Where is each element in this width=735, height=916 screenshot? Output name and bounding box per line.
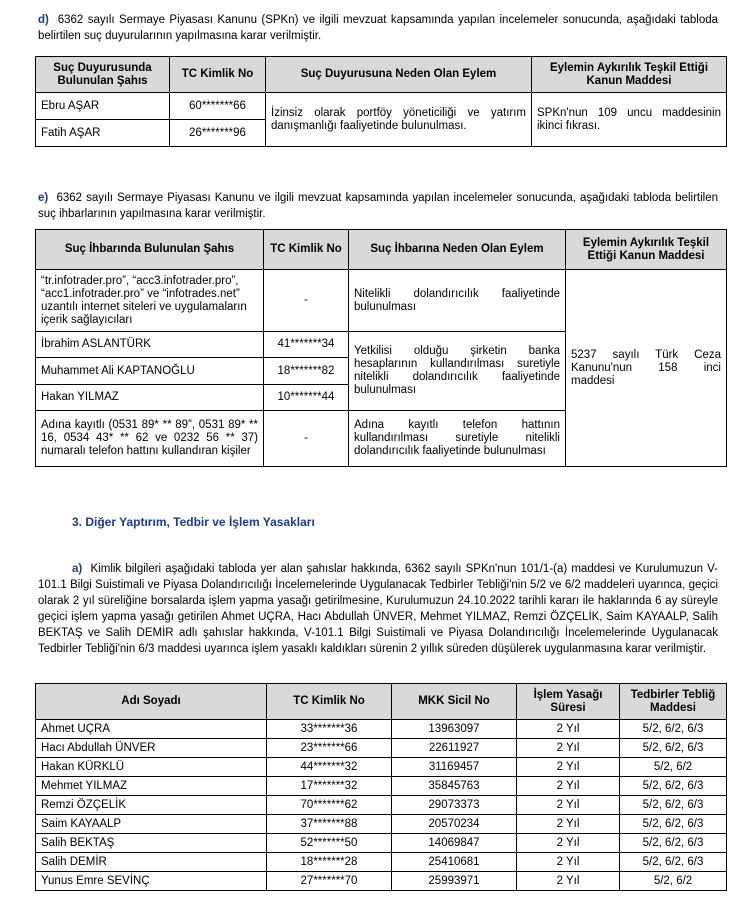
person-name: Remzi ÖZÇELİK [36,796,267,815]
header-law: Eylemin Aykırılık Teşkil Ettiği Kanun Maddesi [532,57,727,93]
mkk-number: 22611927 [392,739,517,758]
article-ref: 5/2, 6/2 [620,758,727,777]
header-tc: TC Kimlik No [264,230,349,270]
section-e-paragraph [38,190,718,222]
ban-duration: 2 Yıl [517,739,620,758]
section-d-paragraph [38,12,718,44]
section-e-text: 6362 sayılı Sermaye Piyasası Kanunu ve ilgili mevzuat kapsamında yapılan incelemeler sonucunda, aşağıdaki tabloda belirtilen suç ihbarlarının yapılmasına karar verilmiştir. [38,192,719,220]
action-cell: İzinsiz olarak portföy yöneticiliği ve yatırım danışmanlığı faaliyetinde bulunulması. [266,93,532,147]
table-row [36,853,727,872]
header-mkk: MKK Sicil No [392,684,517,720]
tc-number: 18*******82 [264,358,349,385]
header-article: Tedbirler Tebliğ Maddesi [620,684,727,720]
table-row [36,758,727,777]
tc-number: 33*******36 [267,720,392,739]
header-name: Adı Soyadı [36,684,267,720]
article-ref: 5/2, 6/2, 6/3 [620,777,727,796]
action-cell: Yetkilisi olduğu şirketin banka hesaplarının kullandırılması suretiyle nitelikli dolandırıcılık faaliyetinde bulunulması [349,332,566,411]
tc-number: - [264,411,349,467]
section-3-heading: 3. Diğer Yaptırım, Tedbir ve İşlem Yasakları [72,515,315,529]
tc-number: 17*******32 [267,777,392,796]
tc-number: - [264,270,349,332]
tc-number: 27*******70 [267,872,392,891]
person-name: Saim KAYAALP [36,815,267,834]
section-a-paragraph [38,561,718,657]
person-name: Fatih AŞAR [36,120,170,147]
person-name: Adına kayıtlı (0531 89* ** 89”, 0531 89* ** 16, 0534 43* ** 62 ve 0232 56 ** 37) numaralı telefon hattını kullandıran kişiler [36,411,264,467]
person-name: Salih DEMİR [36,853,267,872]
article-ref: 5/2, 6/2, 6/3 [620,853,727,872]
person-name: Hakan KÜRKLÜ [36,758,267,777]
law-cell: SPKn'nun 109 uncu maddesinin ikinci fıkrası. [532,93,727,147]
law-cell: 5237 sayılı Türk Ceza Kanunu'nun 158 inci maddesi [566,270,727,467]
mkk-number: 25993971 [392,872,517,891]
ban-duration: 2 Yıl [517,720,620,739]
tc-number: 23*******66 [267,739,392,758]
ban-duration: 2 Yıl [517,796,620,815]
article-ref: 5/2, 6/2, 6/3 [620,720,727,739]
tc-number: 52*******50 [267,834,392,853]
person-name: “tr.infotrader.pro”, “acc3.infotrader.pro”, “acc1.infotrader.pro” ve “infotrades.net” uzantılı internet siteleri ve uygulamaların içerik sağlayıcıları [36,270,264,332]
section-a-label: a) [72,563,83,575]
header-law: Eylemin Aykırılık Teşkil Ettiği Kanun Maddesi [566,230,727,270]
tc-number: 70*******62 [267,796,392,815]
section-e-label: e) [38,192,49,204]
article-ref: 5/2, 6/2, 6/3 [620,815,727,834]
person-name: Ebru AŞAR [36,93,170,120]
person-name: Hacı Abdullah ÜNVER [36,739,267,758]
mkk-number: 29073373 [392,796,517,815]
mkk-number: 20570234 [392,815,517,834]
tc-number: 41*******34 [264,332,349,358]
suc-duyurusu-table [35,56,727,147]
person-name: İbrahim ASLANTÜRK [36,332,264,358]
tc-number: 37*******88 [267,815,392,834]
article-ref: 5/2, 6/2, 6/3 [620,796,727,815]
suc-ihbari-table [35,229,727,467]
action-cell: Nitelikli dolandırıcılık faaliyetinde bulunulması [349,270,566,332]
header-action: Suç Duyurusuna Neden Olan Eylem [266,57,532,93]
tc-number: 44*******32 [267,758,392,777]
person-name: Muhammet Ali KAPTANOĞLU [36,358,264,385]
person-name: Ahmet UÇRA [36,720,267,739]
mkk-number: 35845763 [392,777,517,796]
mkk-number: 13963097 [392,720,517,739]
tc-number: 26*******96 [170,120,266,147]
article-ref: 5/2, 6/2 [620,872,727,891]
person-name: Yunus Emre SEVİNÇ [36,872,267,891]
section-d-text: 6362 sayılı Sermaye Piyasası Kanunu (SPKn) ve ilgili mevzuat kapsamında yapılan incelemeler sonucunda, aşağıdaki tabloda belirtilen suç duyurularının yapılmasına karar verilmiştir. [38,14,719,42]
table-row [36,270,727,332]
table-row [36,815,727,834]
ban-duration: 2 Yıl [517,758,620,777]
header-action: Suç İhbarına Neden Olan Eylem [349,230,566,270]
ban-duration: 2 Yıl [517,815,620,834]
header-tc: TC Kimlik No [170,57,266,93]
article-ref: 5/2, 6/2, 6/3 [620,739,727,758]
section-d-label: d) [38,14,49,26]
mkk-number: 31169457 [392,758,517,777]
tc-number: 18*******28 [267,853,392,872]
ban-duration: 2 Yıl [517,872,620,891]
ban-duration: 2 Yıl [517,853,620,872]
table-row [36,93,727,120]
tc-number: 60*******66 [170,93,266,120]
tc-number: 10*******44 [264,385,349,411]
action-cell: Adına kayıtlı telefon hattının kullandırılması suretiyle nitelikli dolandırıcılık faaliyetinde bulunulması [349,411,566,467]
ban-duration: 2 Yıl [517,777,620,796]
mkk-number: 14069847 [392,834,517,853]
person-name: Salih BEKTAŞ [36,834,267,853]
table-row [36,834,727,853]
person-name: Hakan YILMAZ [36,385,264,411]
header-duration: İşlem Yasağı Süresi [517,684,620,720]
islem-yasagi-table [35,683,727,891]
header-tc: TC Kimlik No [267,684,392,720]
table-row [36,872,727,891]
header-person: Suç İhbarında Bulunulan Şahıs [36,230,264,270]
table-row [36,739,727,758]
section-a-text: Kimlik bilgileri aşağıdaki tabloda yer alan şahıslar hakkında, 6362 sayılı SPKn'nun 101/1-(a) maddesi ve Kurulumuzun V-101.1 Bilgi Suistimali ve Piyasa Dolandırıcılığı İncelemelerinde Uygulanacak Tedbirler Tebliği'nin 5/2 ve 6/2 maddeleri uyarınca, geçici olarak 2 yıl süreliğine borsalarda işlem yapma yasağı getirilmesine, Kurulumuzun 24.10.2022 tarihli kararı ile haklarında 6 ay süreyle geçici işlem yapma yasağı getirilen Ahmet UÇRA, Hacı Abdullah ÜNVER, Mehmet YILMAZ, Remzi ÖZÇELİK, Saim KAYAALP, Salih BEKTAŞ ve Salih DEMİR adlı şahıslar hakkında, V-101.1 Bilgi Suistimali ve Piyasa Dolandırıcılığı İncelemelerinde Uygulanacak Tedbirler Tebliği'nin 6/3 maddesi uyarınca işlem yasaklı kaldıkları sürenin 2 yıllık süreden düşülerek uygulanmasına karar verilmiştir. [38,563,718,655]
table-row [36,777,727,796]
article-ref: 5/2, 6/2, 6/3 [620,834,727,853]
header-person: Suç Duyurusunda Bulunulan Şahıs [36,57,170,93]
table-row [36,720,727,739]
ban-duration: 2 Yıl [517,834,620,853]
table-row [36,796,727,815]
person-name: Mehmet YILMAZ [36,777,267,796]
mkk-number: 25410681 [392,853,517,872]
